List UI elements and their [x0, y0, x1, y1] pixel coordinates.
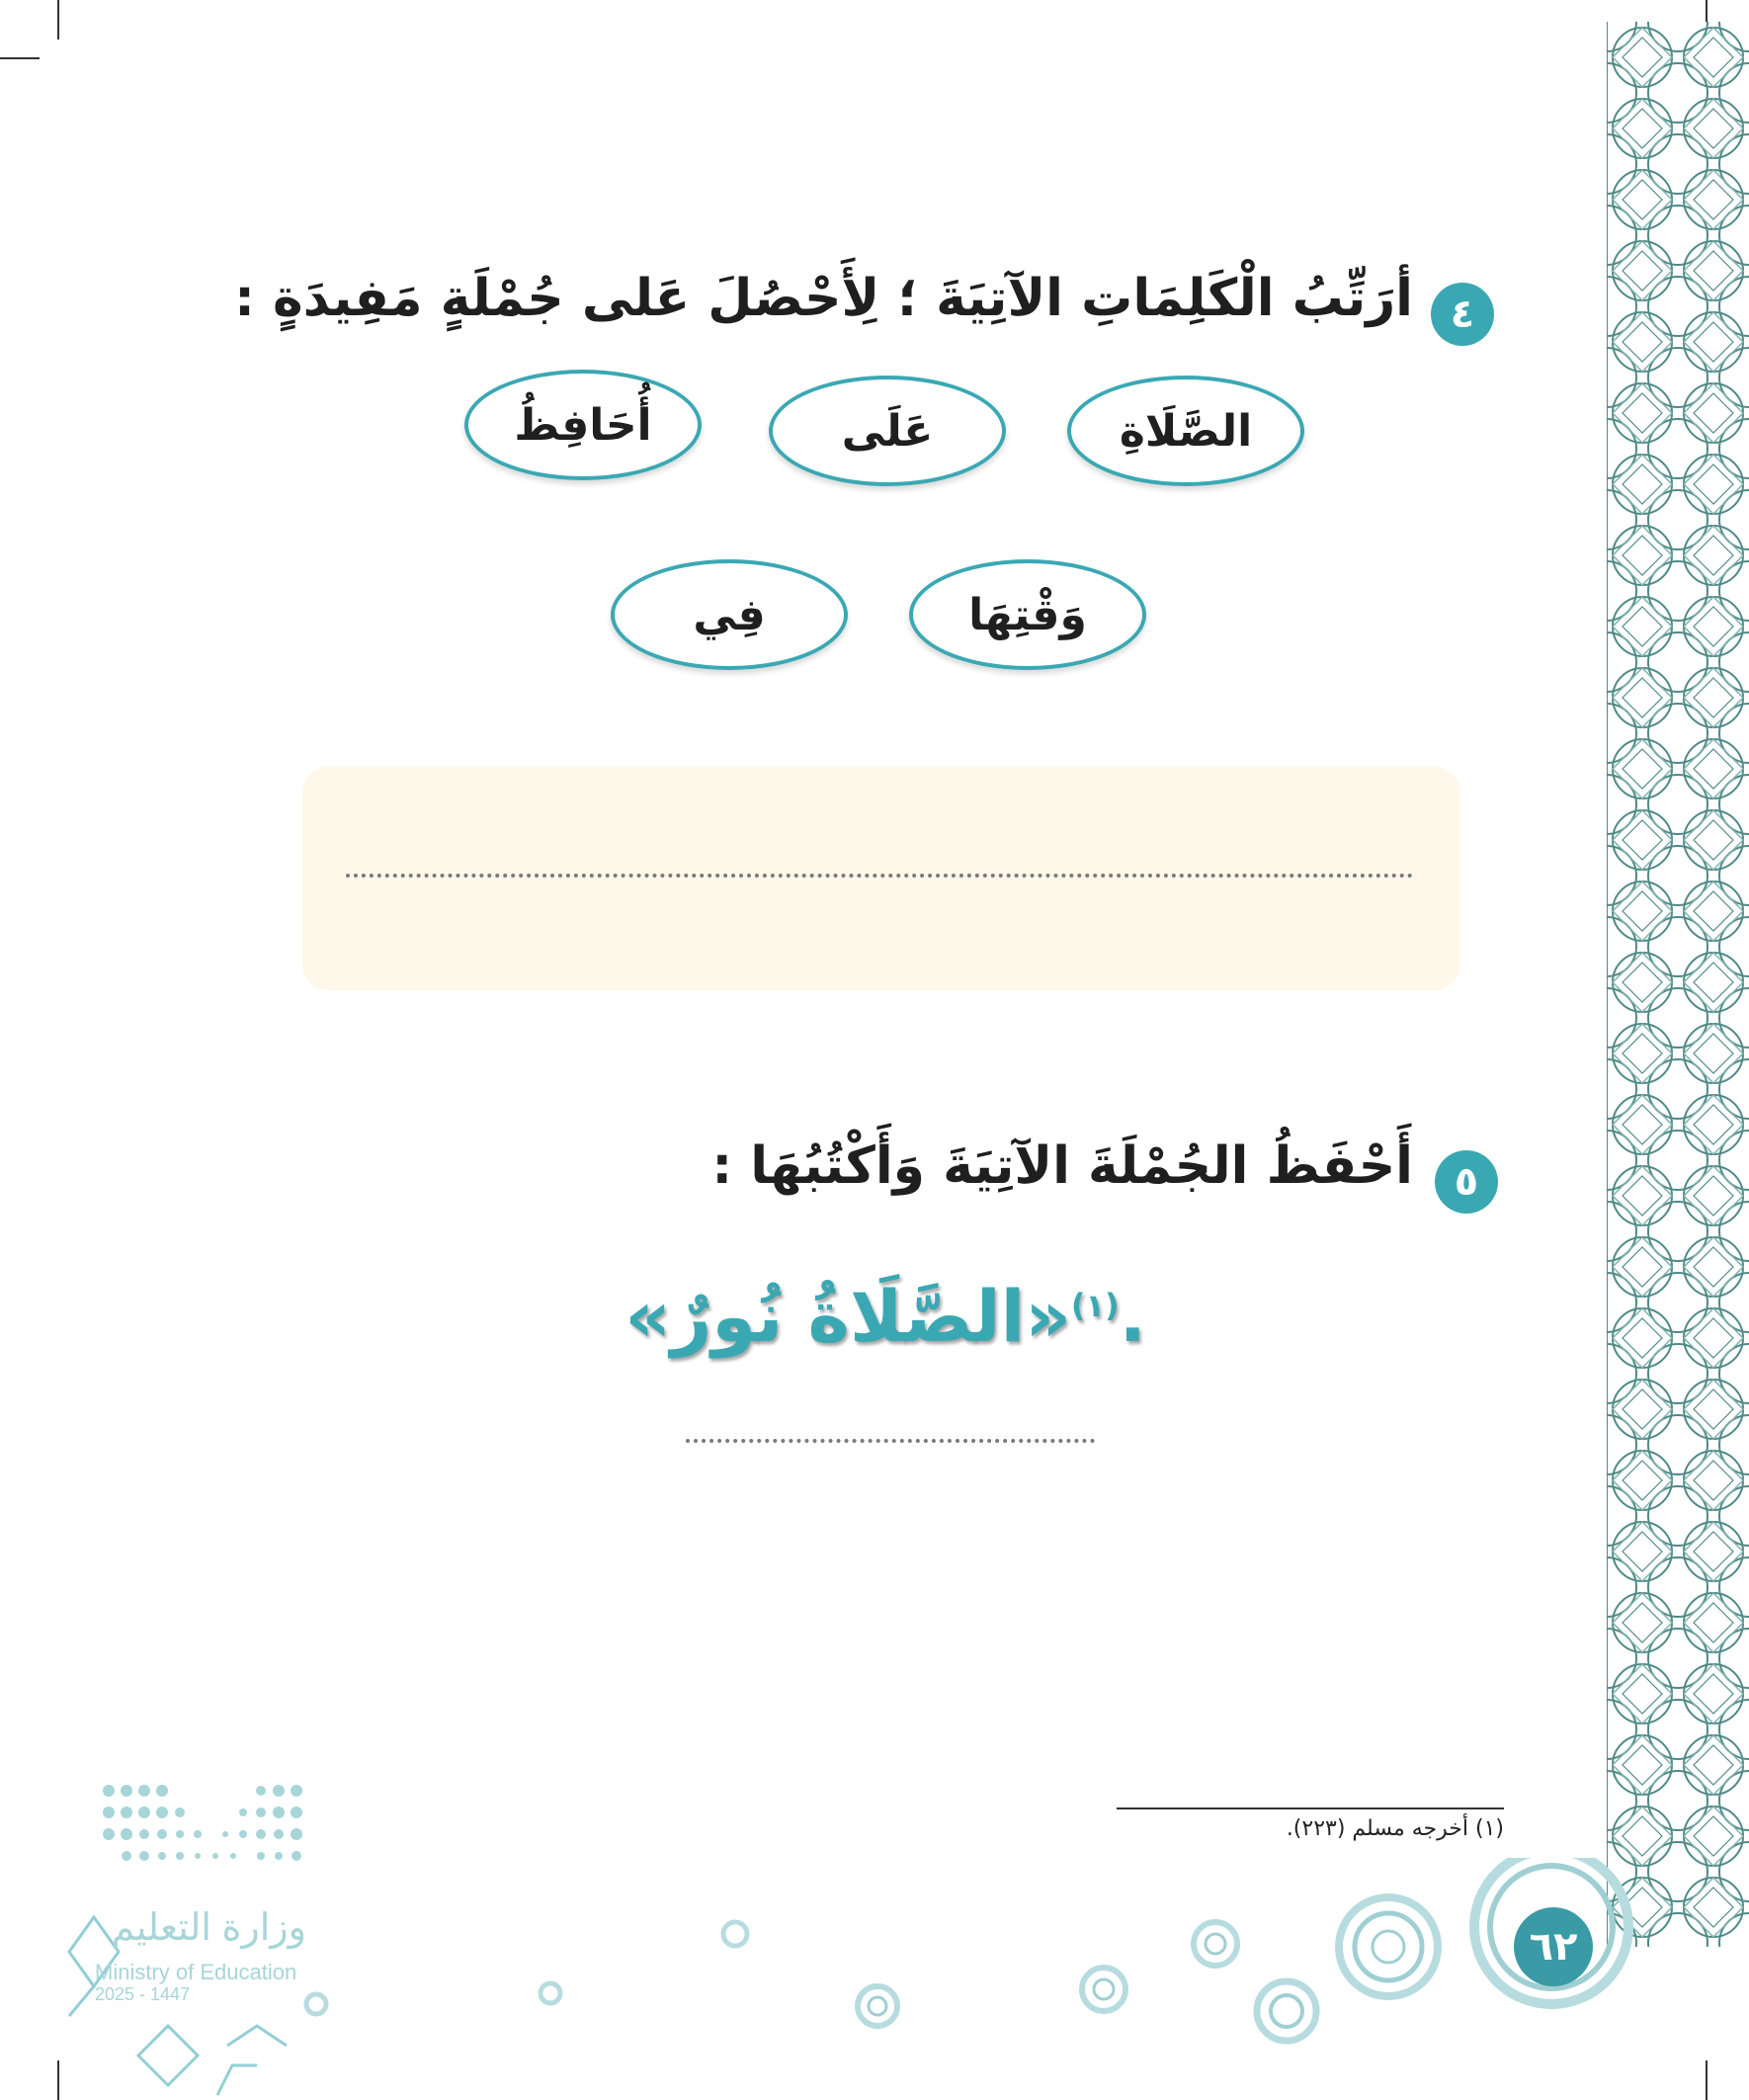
writing-line[interactable] [686, 1439, 1095, 1443]
ministry-name-en: Ministry of Education [95, 1960, 297, 1984]
crop-mark [0, 57, 40, 59]
word-card[interactable]: أُحَافِظُ [464, 370, 702, 480]
word-card[interactable]: الصَّلَاةِ [1067, 376, 1304, 486]
exercise-5-number: ٥ [1435, 1150, 1498, 1214]
answer-box [302, 767, 1460, 990]
word-card[interactable]: فِي [611, 559, 848, 670]
quote-end: . [1119, 1275, 1146, 1358]
exercise-4-number: ٤ [1431, 283, 1494, 346]
footnote-rule [1117, 1807, 1504, 1809]
ministry-years: 2025 - 1447 [95, 1984, 191, 2004]
page-number: ٦٢ [1514, 1907, 1593, 1986]
ministry-dots-icon [99, 1779, 316, 1888]
answer-line[interactable] [346, 874, 1413, 878]
crop-mark [57, 0, 59, 40]
quote-body: «الصَّلَاةُ نُورٌ» [625, 1275, 1071, 1358]
exercise-4-instruction: أرَتِّبُ الْكَلِمَاتِ الآتِيَةَ ؛ لِأَحْصُلَ عَلى جُمْلَةٍ مَفِيدَةٍ : [234, 269, 1413, 328]
footnote: (١) أخرجه مسلم (٢٢٣). [1286, 1816, 1504, 1841]
quote-text [625, 1275, 1146, 1358]
ministry-name-ar: وزارة التعليم [111, 1907, 306, 1949]
word-card[interactable]: عَلَى [769, 376, 1006, 486]
exercise-5-instruction: أَحْفَظُ الجُمْلَةَ الآتِيَةَ وَأَكْتُبُهَا : [711, 1136, 1413, 1196]
ornamental-border [1607, 22, 1749, 1947]
quote-reference: (١) [1070, 1287, 1120, 1324]
word-card[interactable]: وَقْتِهَا [909, 559, 1146, 670]
